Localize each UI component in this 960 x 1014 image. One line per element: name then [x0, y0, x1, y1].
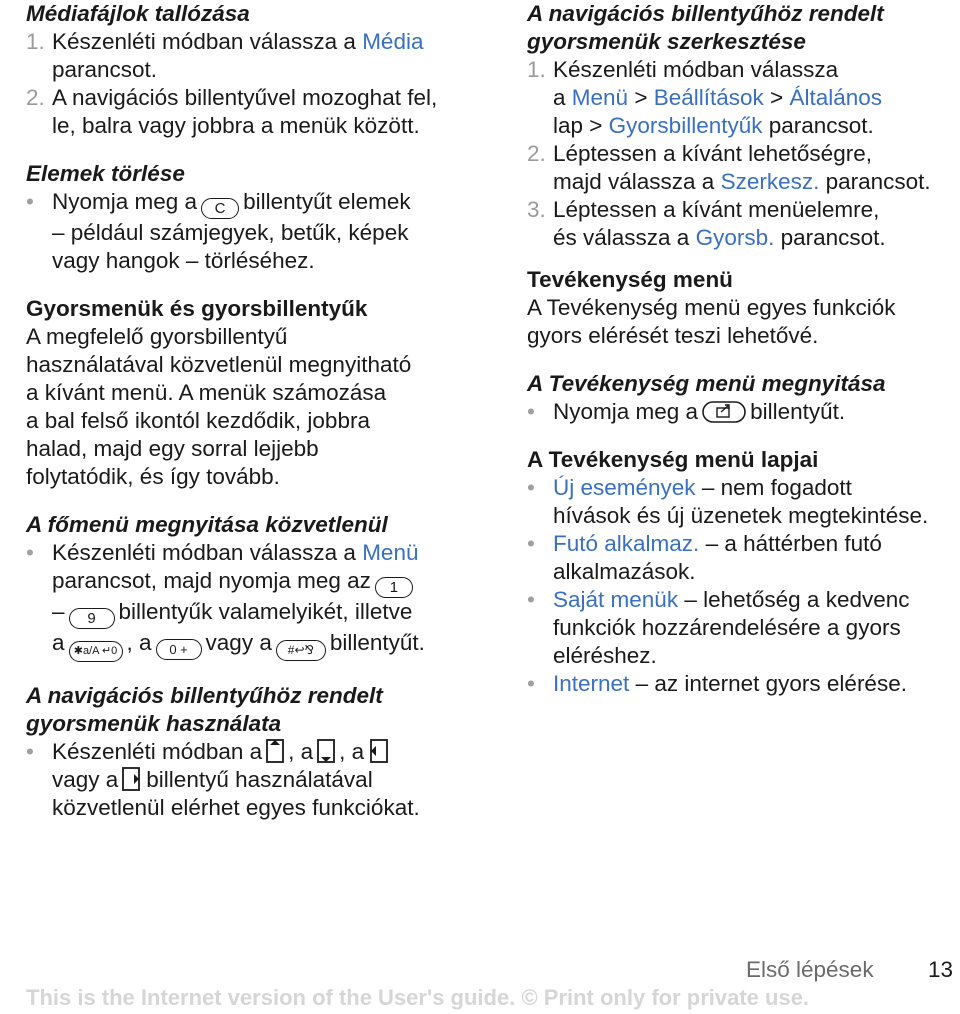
text: parancsot. [774, 225, 886, 250]
list-item [527, 140, 957, 196]
nav-down-key-icon [316, 738, 336, 764]
text: használatával közvetlenül megnyitható [26, 352, 412, 377]
text: – a háttérben futó [699, 531, 882, 556]
list-item [527, 398, 957, 426]
heading-nav-shortcuts-edit [527, 0, 957, 56]
list-item [527, 196, 957, 252]
text: Készenléti módban válassza a [52, 29, 363, 54]
text: billentyűt. [329, 630, 425, 655]
text: majd válassza a [553, 169, 721, 194]
activity-key-icon [701, 400, 747, 424]
list-item [527, 530, 957, 586]
bullet: • [527, 475, 535, 500]
text: gyorsmenük használata [26, 711, 282, 736]
heading-open-activity-menu: A Tevékenység menü megnyitása [527, 371, 886, 396]
text: – nem fogadott [695, 475, 852, 500]
c-key-icon: C [201, 198, 239, 219]
text: vagy a [52, 767, 119, 792]
text: a [553, 85, 572, 110]
list-number: 3. [527, 197, 546, 222]
text: a bal felső ikontól kezdődik, jobbra [26, 408, 370, 433]
bullet: • [26, 739, 34, 764]
text: parancsot. [52, 57, 158, 82]
text: vagy a [205, 630, 272, 655]
menu-link-menu: Menü [362, 540, 419, 565]
bullet: • [527, 587, 535, 612]
key-1-icon: 1 [375, 577, 413, 598]
bullet: • [26, 540, 34, 565]
bullet: • [527, 399, 535, 424]
text: , a [339, 739, 365, 764]
text: , a [126, 630, 152, 655]
text: Léptessen a kívánt menüelemre, [553, 197, 880, 222]
text: Nyomja meg a [553, 399, 699, 424]
text: folytatódik, és így tovább. [26, 464, 280, 489]
heading-delete-items: Elemek törlése [26, 161, 185, 186]
heading-media-browse: Médiafájlok tallózása [26, 1, 250, 26]
list-item [26, 84, 488, 140]
text: > [763, 85, 790, 110]
heading-shortcuts: Gyorsmenük és gyorsbillentyűk [26, 296, 368, 321]
menu-link-running-apps: Futó alkalmaz. [553, 531, 700, 556]
bullet: • [527, 671, 535, 696]
text: – [52, 599, 65, 624]
menu-link-settings: Beállítások [653, 85, 764, 110]
list-item [527, 670, 957, 698]
left-column [26, 0, 488, 822]
text: parancsot. [762, 113, 874, 138]
text: – például számjegyek, betűk, képek [52, 220, 409, 245]
paragraph-activity-menu [527, 294, 957, 350]
text: és válassza a [553, 225, 696, 250]
key-0-icon: 0 + [156, 639, 202, 660]
nav-left-key-icon [367, 738, 389, 764]
list-item [26, 738, 488, 822]
paragraph-shortcuts [26, 323, 488, 491]
text: A navigációs billentyűvel mozoghat fel, [52, 85, 438, 110]
menu-link-edit: Szerkesz. [720, 169, 820, 194]
menu-link-internet: Internet [553, 671, 630, 696]
text: a [52, 630, 65, 655]
text: vagy hangok – törléséhez. [52, 248, 315, 273]
heading-main-menu-direct: A főmenü megnyitása közvetlenül [26, 512, 388, 537]
text: alkalmazások. [553, 559, 696, 584]
nav-right-key-icon [121, 766, 143, 792]
text: parancsot. [819, 169, 931, 194]
text: Készenléti módban válassza [553, 57, 839, 82]
list-number: 1. [26, 29, 45, 54]
text: A megfelelő gyorsbillentyű [26, 324, 288, 349]
text: Készenléti módban válassza a [52, 540, 363, 565]
text: Nyomja meg a [52, 189, 198, 214]
text: gyors elérését teszi lehetővé. [527, 323, 819, 348]
text: le, balra vagy jobbra a menük között. [52, 113, 420, 138]
text: parancsot, majd nyomja meg az [52, 568, 371, 593]
menu-link-shortcut: Gyorsb. [695, 225, 775, 250]
text: A navigációs billentyűhöz rendelt [527, 1, 884, 26]
menu-link-new-events: Új események [553, 475, 696, 500]
list-item [26, 188, 488, 275]
menu-link-shortcuts: Gyorsbillentyűk [608, 113, 763, 138]
text: halad, majd egy sorral lejjebb [26, 436, 319, 461]
text: > [628, 85, 654, 110]
text: gyorsmenük szerkesztése [527, 29, 806, 54]
text: – az internet gyors elérése. [629, 671, 907, 696]
menu-link-media: Média [362, 29, 424, 54]
nav-up-key-icon [265, 738, 285, 764]
hash-key-icon: #↩⅋ [276, 640, 326, 661]
text: A navigációs billentyűhöz rendelt [26, 683, 383, 708]
star-key-icon: ✱a/A ↵0 [69, 641, 123, 662]
text: Készenléti módban a [52, 739, 263, 764]
list-item [26, 539, 488, 662]
text: hívások és új üzenetek megtekintése. [553, 503, 929, 528]
footer-section-title: Első lépések [746, 957, 874, 982]
list-item [26, 28, 488, 84]
list-number: 1. [527, 57, 546, 82]
list-number: 2. [26, 85, 45, 110]
footer-disclaimer: This is the Internet version of the User's guide. © Print only for private use. [26, 985, 810, 1010]
heading-activity-tabs: A Tevékenység menü lapjai [527, 447, 819, 472]
text: funkciók hozzárendelésére a gyors [553, 615, 901, 640]
menu-link-general: Általános [789, 85, 882, 110]
text: lap > [553, 113, 609, 138]
menu-link-menu: Menü [571, 85, 629, 110]
menu-link-my-shortcuts: Saját menük [553, 587, 679, 612]
text: A Tevékenység menü egyes funkciók [527, 295, 896, 320]
list-item [527, 474, 957, 530]
list-item [527, 56, 957, 140]
bullet: • [527, 531, 535, 556]
text: billentyű használatával [146, 767, 373, 792]
list-number: 2. [527, 141, 546, 166]
page-number: 13 [928, 957, 954, 982]
right-column [527, 0, 957, 698]
heading-nav-shortcuts-use [26, 682, 488, 738]
text: Léptessen a kívánt lehetőségre, [553, 141, 872, 166]
bullet: • [26, 189, 34, 214]
heading-activity-menu: Tevékenység menü [527, 267, 733, 292]
text: billentyűk valamelyikét, illetve [118, 599, 413, 624]
key-9-icon: 9 [69, 608, 115, 629]
text: közvetlenül elérhet egyes funkciókat. [52, 795, 420, 820]
list-item [527, 586, 957, 670]
text: a kívánt menü. A menük számozása [26, 380, 387, 405]
text: – lehetőség a kedvenc [678, 587, 910, 612]
text: eléréshez. [553, 643, 657, 668]
text: billentyűt. [750, 399, 846, 424]
text: billentyűt elemek [243, 189, 411, 214]
text: , a [288, 739, 314, 764]
